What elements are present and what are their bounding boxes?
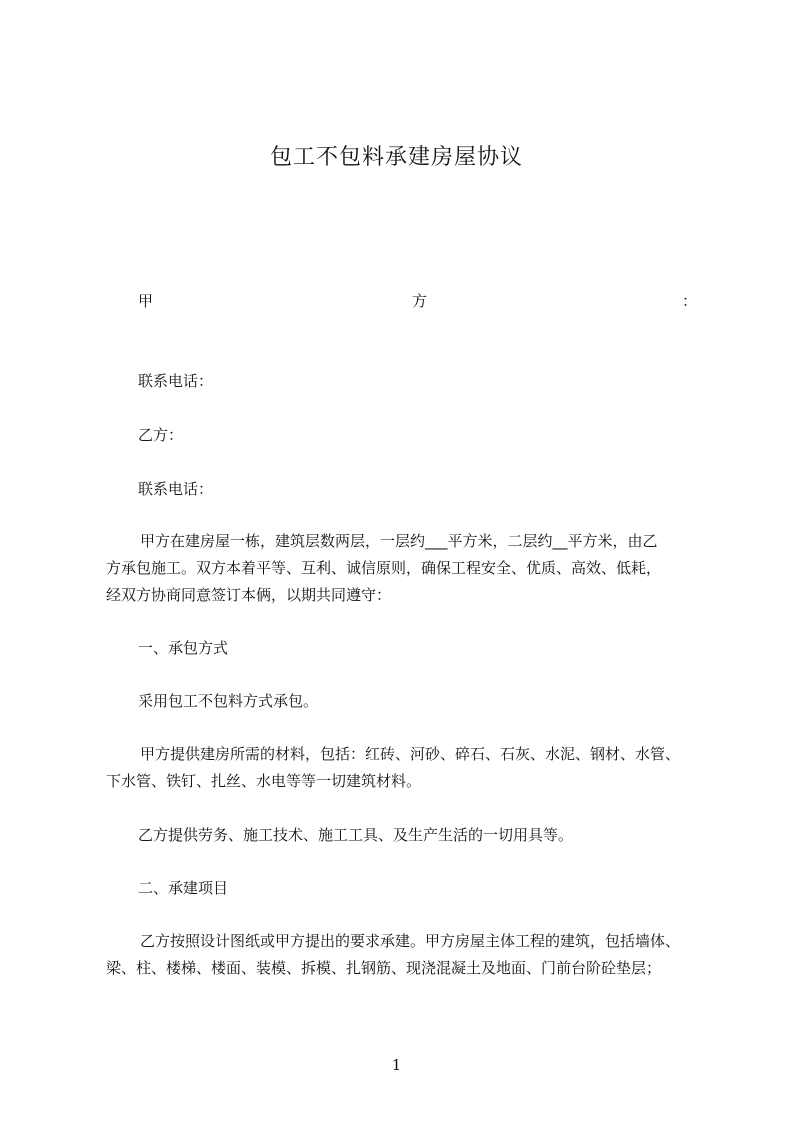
- intro-line-3: 经双方协商同意签订本俩，以期共同遵守：: [106, 586, 392, 604]
- section1-p3: 乙方提供劳务、施工技术、施工工具、及生产生活的一切用具等。: [138, 826, 574, 844]
- section1-p2-line-1: 甲方提供建房所需的材料，包括：红砖、河砂、碎石、石灰、水泥、钢材、水管、: [140, 745, 681, 763]
- contact-a: 联系电话：: [138, 372, 214, 390]
- section1-p2-line-2: 下水管、铁钉、扎丝、水电等等一切建筑材料。: [106, 772, 422, 790]
- section1-heading: 一、承包方式: [138, 639, 229, 657]
- document-title: 包工不包料承建房屋协议: [269, 145, 523, 170]
- contact-b: 联系电话：: [138, 480, 214, 498]
- page-number: 1: [391, 1056, 402, 1074]
- party-a-char1: 甲: [138, 292, 154, 310]
- section2-heading: 二、承建项目: [138, 879, 229, 897]
- intro-line-2: 方承包施工。双方本着平等、互利、诚信原则，确保工程安全、优质、高效、低耗，: [106, 559, 662, 577]
- party-a-char2: 方: [412, 292, 428, 310]
- intro-line-1: 甲方在建房屋一栋，建筑层数两层，一层约___平方米，二层约__平方米，由乙: [140, 532, 658, 550]
- party-b: 乙方：: [138, 426, 184, 444]
- party-a-line: [138, 290, 698, 312]
- section1-p1: 采用包工不包料方式承包。: [138, 692, 319, 710]
- section2-p1-line-1: 乙方按照设计图纸或甲方提出的要求承建。甲方房屋主体工程的建筑，包括墙体、: [140, 932, 681, 950]
- section2-p1-line-2: 梁、柱、楼梯、楼面、装模、拆模、扎钢筋、现浇混凝土及地面、门前台阶砼垫层；: [106, 959, 662, 977]
- party-a-colon: ：: [682, 292, 698, 310]
